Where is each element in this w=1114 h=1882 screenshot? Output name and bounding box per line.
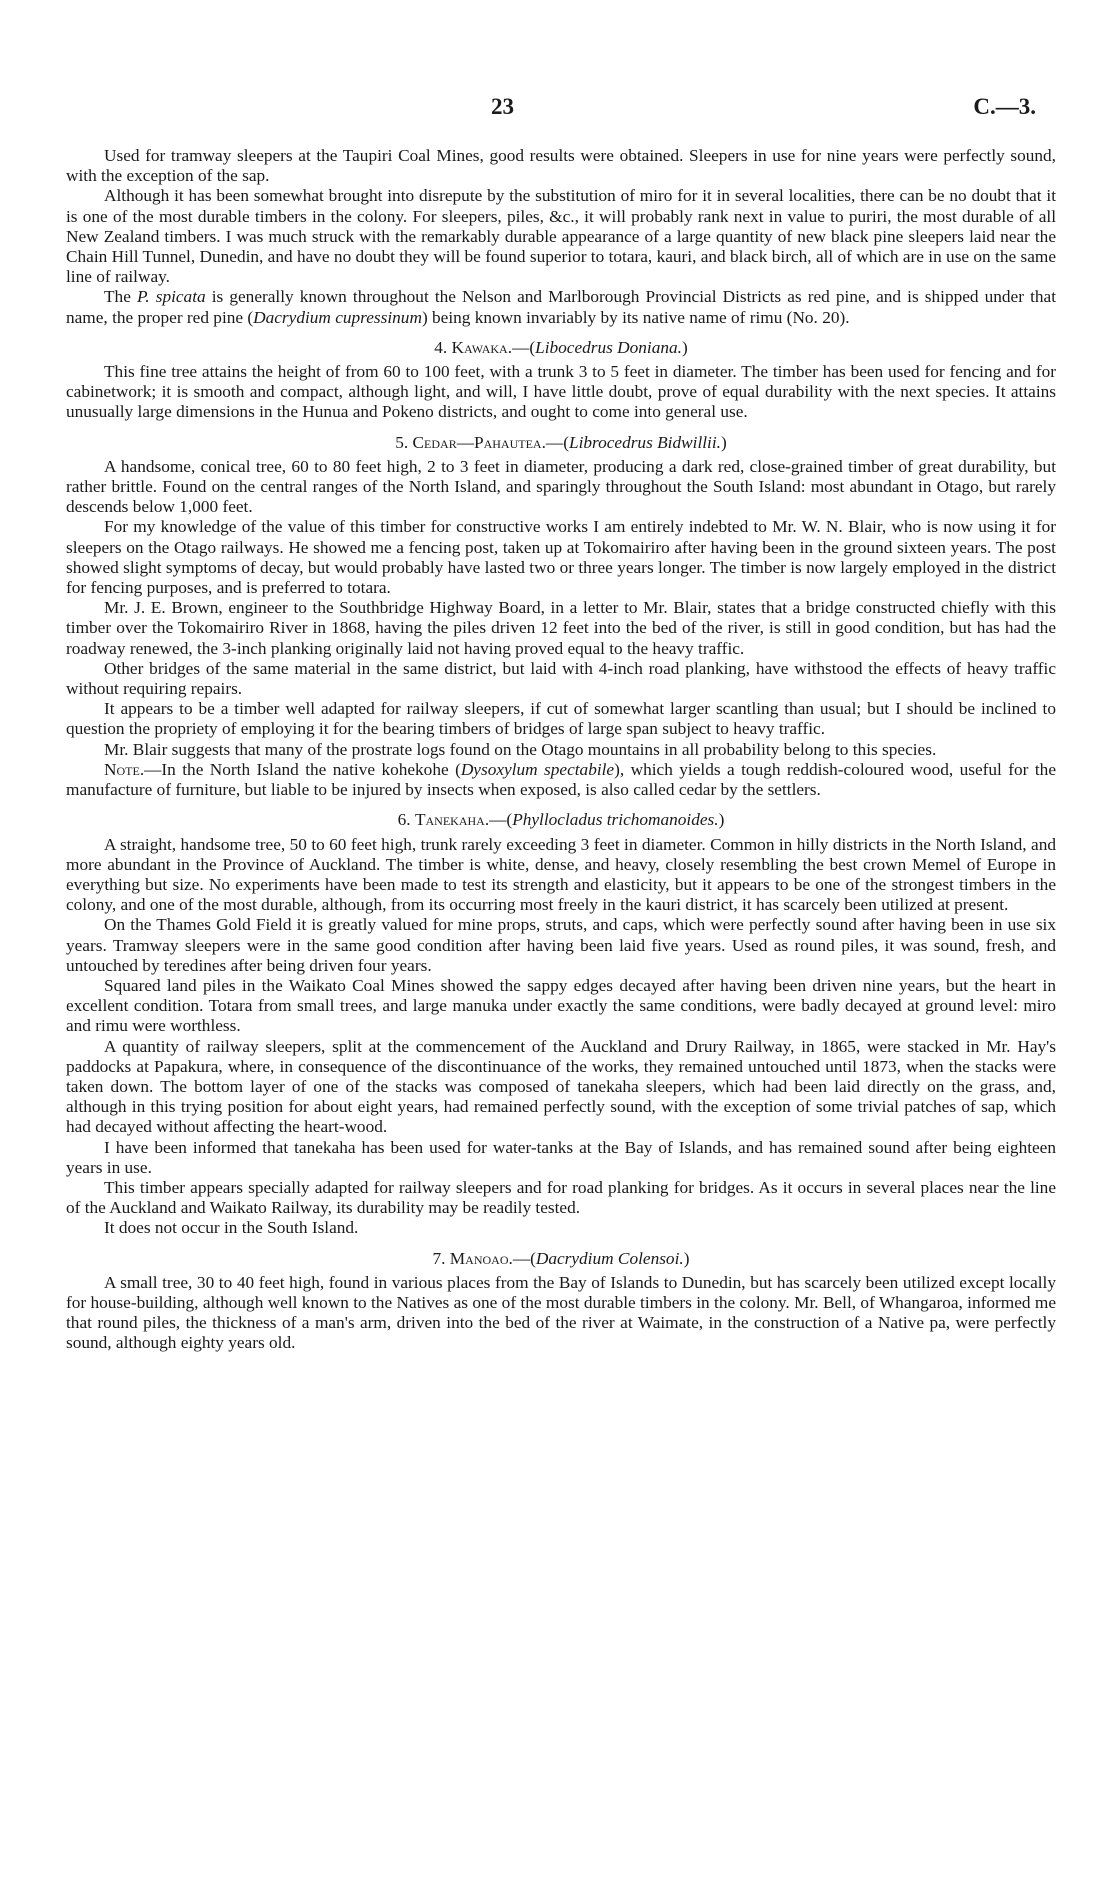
body-text [66, 146, 1056, 1354]
latin-name: Phyllocladus trichomanoides. [512, 810, 719, 830]
section-heading-kawaka: 4. Kawaka.—(Libocedrus Doniana.) [434, 337, 688, 357]
paragraph: Mr. Blair suggests that many of the prostrate logs found on the Otago mountains in all probability belong to this species. [104, 739, 937, 759]
section-heading-cedar-pahautea: 5. Cedar—Pahautea.—(Librocedrus Bidwillii.) [395, 432, 727, 452]
document-page [66, 0, 1056, 1882]
latin-name: P. spicata [136, 287, 206, 307]
paragraph: This timber appears specially adapted for railway sleepers and for road planking for bridges. As it occurs in several places near the line of the Auckland and Waikato Railway, its durability may be readily tested. [66, 1177, 1056, 1218]
paragraph: I have been informed that tanekaha has been used for water-tanks at the Bay of Islands, and has remained sound after being eighteen years in use. [66, 1137, 1056, 1177]
latin-name: Librocedrus Bidwillii. [568, 432, 721, 452]
latin-name: Libocedrus Doniana. [535, 337, 682, 357]
note-label: Note [104, 759, 140, 779]
paragraph: A handsome, conical tree, 60 to 80 feet high, 2 to 3 feet in diameter, producing a dark red, close-grained timber of great durability, but rather brittle. Found on the central ranges of the North Island, and sparingly throughout the South Island: most abundant in Otago, but rarely descends below 1,000 feet. [66, 456, 1056, 517]
note-paragraph: Note.—In the North Island the native kohekohe (Dysoxylum spectabile), which yields a tough reddish-coloured wood, useful for the manufacture of furniture, but liable to be injured by insects when exposed, is also called cedar by the settlers. [66, 759, 1056, 800]
paragraph: Squared land piles in the Waikato Coal Mines showed the sappy edges decayed after having been driven nine years, but the heart in excellent condition. Totara from small trees, and large manuka under exactly the same conditions, were badly decayed at ground level: miro and rimu were worthless. [66, 975, 1056, 1036]
section-heading-tanekaha: 6. Tanekaha.—(Phyllocladus trichomanoides.) [397, 810, 725, 830]
paragraph: It does not occur in the South Island. [104, 1218, 359, 1238]
page-header [66, 94, 1056, 130]
paragraph: This fine tree attains the height of from 60 to 100 feet, with a trunk 3 to 5 feet in diameter. The timber has been used for fencing and for cabinetwork; it is smooth and compact, although light, and will, I have little doubt, prove of equal durability with the next species. It attains unusually large dimensions in the Hunua and Pokeno districts, and ought to come into general use. [66, 362, 1056, 422]
paragraph: On the Thames Gold Field it is greatly valued for mine props, struts, and caps, which were perfectly sound after having been in use six years. Tramway sleepers were in the same good condition after having been laid five years. Used as round piles, it was sound, fresh, and untouched by teredines after being driven four years. [66, 915, 1056, 975]
page-number: 23 [491, 94, 514, 119]
paragraph: A small tree, 30 to 40 feet high, found in various places from the Bay of Islands to Dunedin, but has scarcely been utilized except locally for house-building, although well known to the Natives as one of the most durable timbers in the colony. Mr. Bell, of Whangaroa, informed me that round piles, the thickness of a man's arm, driven into the bed of the river at Waimate, in the construction of a Native pa, were perfectly sound, although eighty years old. [66, 1272, 1056, 1353]
paragraph: For my knowledge of the value of this timber for constructive works I am entirely indebted to Mr. W. N. Blair, who is now using it for sleepers on the Otago railways. He showed me a fencing post, taken up at Tokomairiro after having been in the ground sixteen years. The post showed slight symptoms of decay, but would probably have lasted two or three years longer. The timber is now largely employed in the district for fencing purposes, and is preferred to totara. [66, 517, 1056, 598]
paragraph: A quantity of railway sleepers, split at the commencement of the Auckland and Drury Railway, in 1865, were stacked in Mr. Hay's paddocks at Papakura, where, in consequence of the discontinuance of the works, they remained untouched until 1873, when the stacks were taken down. The bottom layer of one of the stacks was composed of tanekaha sleepers, which had been laid directly on the grass, and, although in this trying position for about eight years, had remained perfectly sound, with the exception of some trivial patches of sap, which had decayed without affecting the heart-wood. [66, 1036, 1056, 1137]
section-heading-manoao: 7. Manoao.—(Dacrydium Colensoi.) [432, 1248, 690, 1268]
paragraph: Used for tramway sleepers at the Taupiri Coal Mines, good results were obtained. Sleepers in use for nine years were perfectly sound, with the exception of the sap. [66, 146, 1056, 186]
paragraph: Mr. J. E. Brown, engineer to the Southbridge Highway Board, in a letter to Mr. Blair, states that a bridge constructed chiefly with this timber over the Tokomairiro River in 1868, having the piles driven 12 feet into the bed of the river, is still in good condition, but has had the roadway renewed, the 3-inch planking originally laid not having proved equal to the heavy traffic. [66, 598, 1056, 658]
paragraph: Other bridges of the same material in the same district, but laid with 4-inch road planking, have withstood the effects of heavy traffic without requiring repairs. [66, 658, 1056, 699]
paragraph: It appears to be a timber well adapted for railway sleepers, if cut of somewhat larger scantling than usual; but I should be inclined to question the propriety of employing it for the bearing timbers of bridges of large span subject to heavy traffic. [66, 699, 1056, 739]
latin-name: Dacrydium Colensoi. [535, 1248, 684, 1268]
latin-name: Dysoxylum spectabile [460, 759, 615, 779]
latin-name: Dacrydium cupressinum [253, 307, 422, 327]
paragraph: A straight, handsome tree, 50 to 60 feet high, trunk rarely exceeding 3 feet in diameter. Common in hilly districts in the North Island, and more abundant in the Province of Auckland. The timber is white, dense, and heavy, closely resembling the best crown Memel of Europe in everything but size. No experiments have been made to test its strength and elasticity, but it appears to be one of the strongest timbers in the colony, and one of the most durable, although, from its occurring most freely in the kauri district, it has scarcely been utilized at present. [66, 834, 1056, 915]
paragraph: Although it has been somewhat brought into disrepute by the substitution of miro for it in several localities, there can be no doubt that it is one of the most durable timbers in the colony. For sleepers, piles, &c., it will probably rank next in value to puriri, the most durable of all New Zealand timbers. I was much struck with the remarkably durable appearance of a large quantity of new black pine sleepers laid near the Chain Hill Tunnel, Dunedin, and have no doubt they will be found superior to totara, kauri, and black birch, all of which are in use on the same line of railway. [66, 186, 1056, 287]
paragraph: The P. spicata is generally known throughout the Nelson and Marlborough Provincial Districts as red pine, and is shipped under that name, the proper red pine (Dacrydium cupressinum) being known invariably by its native name of rimu (No. 20). [66, 287, 1056, 327]
paper-reference: C.—3. [973, 94, 1036, 119]
